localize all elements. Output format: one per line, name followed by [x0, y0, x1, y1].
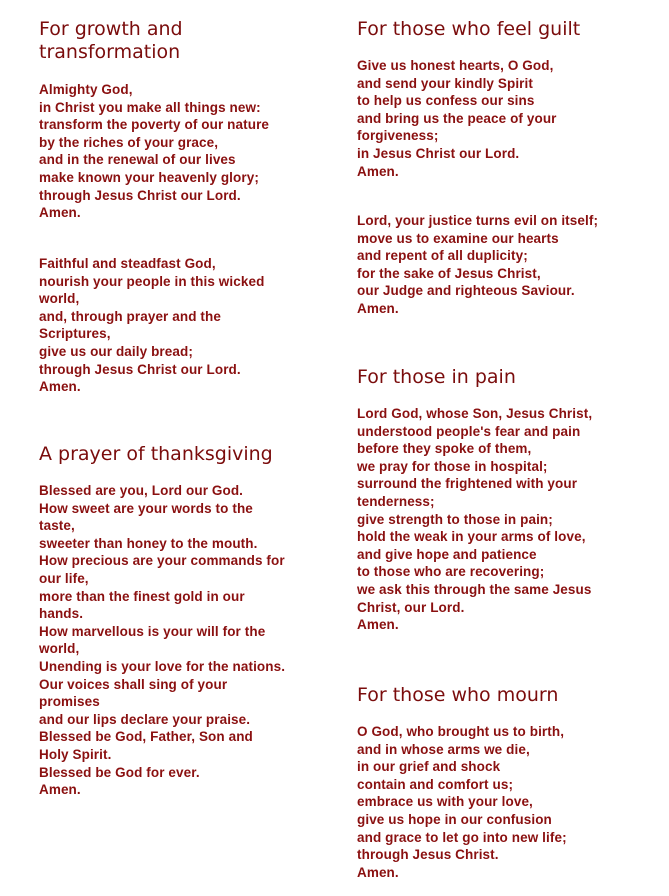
prayer-line: for the sake of Jesus Christ,: [357, 265, 541, 281]
prayer-line: and send your kindly Spirit: [357, 75, 533, 91]
prayer-line: Blessed be God for ever.: [39, 764, 200, 780]
prayer-line: Faithful and steadfast God,: [39, 256, 216, 271]
prayer-line: Amen.: [39, 782, 81, 798]
prayer-line: Amen.: [357, 864, 399, 880]
guilt-prayer-2: [357, 212, 657, 318]
mourn-heading: For those who mourn: [357, 684, 559, 706]
prayer-line: give us hope in our confusion: [357, 811, 552, 827]
prayer-line: Blessed are you, Lord our God.: [39, 483, 244, 498]
prayer-line: Christ, our Lord.: [357, 599, 465, 615]
pain-heading: For those in pain: [357, 366, 516, 388]
prayer-line: through Jesus Christ our Lord.: [39, 361, 241, 377]
thanksgiving-heading: A prayer of thanksgiving: [39, 443, 273, 465]
prayer-line: through Jesus Christ.: [357, 847, 499, 863]
growth-section: [39, 18, 329, 64]
thanksgiving-section: [39, 443, 329, 466]
prayer-line: we ask this through the same Jesus: [357, 581, 592, 597]
prayer-line: more than the finest gold in our: [39, 588, 245, 604]
growth-heading: [39, 18, 329, 64]
prayer-line: embrace us with your love,: [357, 794, 533, 810]
prayer-text: [357, 57, 657, 180]
prayer-line: we pray for those in hospital;: [357, 458, 548, 474]
prayer-line: Almighty God,: [39, 82, 133, 97]
prayer-line: sweeter than honey to the mouth.: [39, 535, 258, 551]
prayer-line: make known your heavenly glory;: [39, 169, 259, 185]
prayer-line: and grace to let go into new life;: [357, 829, 567, 845]
prayer-line: Amen.: [39, 205, 81, 221]
prayer-line: in Jesus Christ our Lord.: [357, 145, 520, 161]
guilt-section: [357, 18, 657, 41]
growth-prayer-1: [39, 81, 329, 222]
growth-prayer-2: [39, 255, 329, 396]
prayer-line: world,: [39, 291, 80, 307]
prayer-line: to those who are recovering;: [357, 564, 545, 580]
prayer-line: How marvellous is your will for the: [39, 623, 266, 639]
prayer-line: give strength to those in pain;: [357, 511, 553, 527]
growth-heading-line1: For growth and: [39, 18, 183, 40]
prayer-line: before they spoke of them,: [357, 441, 532, 457]
prayer-line: to help us confess our sins: [357, 93, 535, 109]
prayer-line: our life,: [39, 570, 89, 586]
prayer-line: in Christ you make all things new:: [39, 99, 261, 115]
prayer-line: Holy Spirit.: [39, 746, 112, 762]
prayer-text: [357, 405, 657, 634]
prayer-line: and our lips declare your praise.: [39, 711, 251, 727]
prayer-line: contain and comfort us;: [357, 776, 514, 792]
prayer-line: Amen.: [357, 617, 399, 633]
prayer-line: nourish your people in this wicked: [39, 273, 265, 289]
pain-section: [357, 366, 657, 389]
prayer-line: surround the frightened with your: [357, 476, 578, 492]
prayer-line: by the riches of your grace,: [39, 134, 219, 150]
prayer-line: Amen.: [357, 163, 399, 179]
prayer-line: through Jesus Christ our Lord.: [39, 187, 241, 203]
prayer-line: Amen.: [39, 379, 81, 395]
guilt-heading: For those who feel guilt: [357, 18, 581, 40]
pain-prayer: [357, 405, 657, 634]
prayer-text: [39, 81, 329, 222]
prayer-text: [357, 723, 657, 881]
prayer-text: [357, 212, 657, 318]
prayer-line: Unending is your love for the nations.: [39, 658, 286, 674]
prayer-line: tenderness;: [357, 493, 435, 509]
prayer-line: How sweet are your words to the: [39, 500, 253, 516]
guilt-prayer-1: [357, 57, 657, 180]
prayer-line: Scriptures,: [39, 326, 111, 342]
prayer-line: How precious are your commands for: [39, 553, 285, 569]
growth-heading-line2: transformation: [39, 41, 181, 63]
prayer-line: our Judge and righteous Saviour.: [357, 283, 575, 299]
prayer-line: forgiveness;: [357, 128, 439, 144]
prayer-line: hold the weak in your arms of love,: [357, 529, 586, 545]
prayer-line: and in the renewal of our lives: [39, 152, 236, 168]
thanksgiving-prayer: [39, 482, 329, 799]
prayer-line: Amen.: [357, 300, 399, 316]
prayer-line: Lord, your justice turns evil on itself;: [357, 213, 599, 228]
prayer-line: in our grief and shock: [357, 759, 501, 775]
prayer-line: Blessed be God, Father, Son and: [39, 729, 253, 745]
prayer-line: and give hope and patience: [357, 546, 537, 562]
prayer-line: and, through prayer and the: [39, 308, 221, 324]
prayer-line: give us our daily bread;: [39, 343, 193, 359]
prayer-line: Our voices shall sing of your: [39, 676, 228, 692]
prayer-text: [39, 482, 329, 799]
prayer-line: and bring us the peace of your: [357, 110, 557, 126]
prayer-line: understood people's fear and pain: [357, 423, 581, 439]
prayer-line: hands.: [39, 606, 84, 622]
prayer-line: and in whose arms we die,: [357, 741, 530, 757]
prayer-line: Give us honest hearts, O God,: [357, 58, 554, 73]
prayer-text: [39, 255, 329, 396]
prayer-line: and repent of all duplicity;: [357, 248, 528, 264]
prayer-line: transform the poverty of our nature: [39, 117, 270, 133]
prayer-line: O God, who brought us to birth,: [357, 724, 565, 739]
prayer-line: world,: [39, 641, 80, 657]
mourn-section: [357, 684, 657, 707]
prayer-line: taste,: [39, 518, 75, 534]
prayer-line: promises: [39, 694, 100, 710]
mourn-prayer: [357, 723, 657, 881]
prayer-line: move us to examine our hearts: [357, 230, 559, 246]
prayer-line: Lord God, whose Son, Jesus Christ,: [357, 406, 593, 421]
